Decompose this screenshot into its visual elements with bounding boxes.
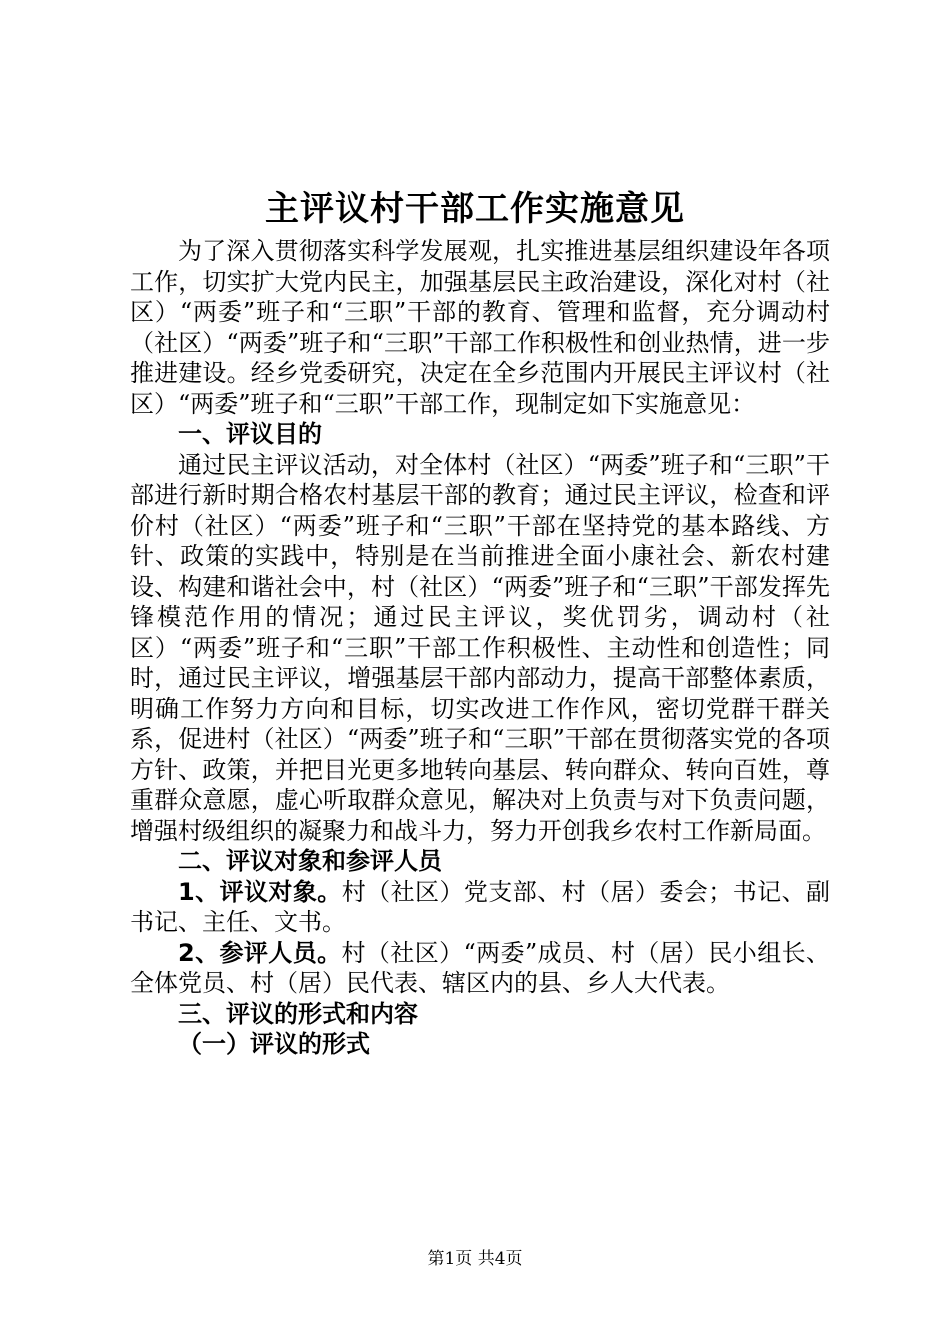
page-footer: 第1页 共4页	[427, 1249, 523, 1269]
targets-item-2-lead: 2、参评人员。	[178, 938, 342, 967]
targets-item-1-text: 村（社区）党支部、村（居）委会；书记、副书记、主任、文书。	[130, 877, 831, 936]
document-title: 主评议村干部工作实施意见	[265, 189, 685, 229]
intro-paragraph: 为了深入贯彻落实科学发展观，扎实推进基层组织建设年各项工作，切实扩大党内民主，加强基层民主政治建设，深化对村（社区）“两委”班子和“三职”干部的教育、管理和监督，充分调动村（社区）“两委”班子和“三职”干部工作积极性和创业热情，进一步推进建设。经乡党委研究，决定在全乡范围内开展民主评议村（社区）“两委”班子和“三职”干部工作，现制定如下实施意见：	[130, 237, 830, 418]
section-heading-purpose: 一、评议目的	[178, 420, 322, 448]
purpose-paragraph: 通过民主评议活动，对全体村（社区）“两委”班子和“三职”干部进行新时期合格农村基层干部的教育；通过民主评议，检查和评价村（社区）“两委”班子和“三职”干部在坚持党的基本路线、方针、政策的实践中，特别是在当前推进全面小康社会、新农村建设、构建和谐社会中，村（社区）“两委”班子和“三职”干部发挥先锋模范作用的情况；通过民主评议，奖优罚劣，调动村（社区）“两委”班子和“三职”干部工作积极性、主动性和创造性；同时，通过民主评议，增强基层干部内部动力，提高干部整体素质，明确工作努力方向和目标，切实改进工作作风，密切党群干群关系，促进村（社区）“两委”班子和“三职”干部在贯彻落实党的各项方针、政策，并把目光更多地转向基层、转向群众、转向百姓，尊重群众意愿，虚心听取群众意见，解决对上负责与对下负责问题，增强村级组织的凝聚力和战斗力，努力开创我乡农村工作新局面。	[130, 450, 830, 845]
targets-item-2-text: 村（社区）“两委”成员、村（居）民小组长、全体党员、村（居）民代表、辖区内的县、乡人大代表。	[130, 938, 831, 997]
targets-item-1	[130, 877, 830, 938]
subsection-heading-form: （一）评议的形式	[178, 1030, 370, 1058]
section-heading-form-content: 三、评议的形式和内容	[178, 999, 418, 1028]
targets-item-1-lead: 1、评议对象。	[178, 877, 342, 906]
document-body	[130, 236, 830, 1060]
section-heading-targets: 二、评议对象和参评人员	[178, 847, 442, 875]
targets-item-2	[130, 938, 830, 999]
